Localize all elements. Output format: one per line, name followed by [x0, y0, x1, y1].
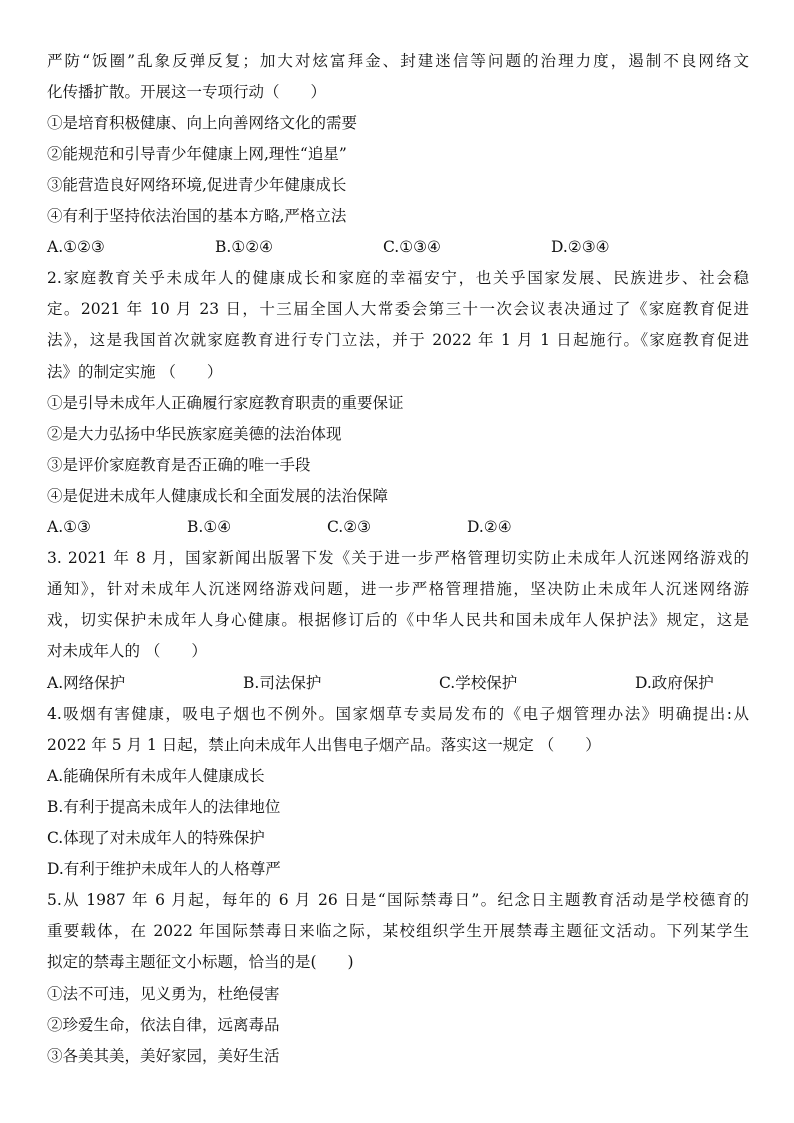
q5-statement-3: ③各美其美，美好家园，美好生活 — [47, 1047, 280, 1065]
q2-stem-line-2: 定。2021 年 10 月 23 日，十三届全国人大常委会第三十一次会议表决通过了《家庭教育促进 — [47, 300, 749, 318]
q4-choice-c[interactable]: C.体现了对未成年人的特殊保护 — [47, 829, 265, 847]
q0-statement-4: ④有利于坚持依法治国的基本方略,严格立法 — [47, 207, 347, 225]
q0-stem-line-2: 化传播扩散。开展这一专项行动（ ） — [47, 83, 327, 101]
q2-option-b[interactable]: B.①④ — [187, 518, 232, 536]
q3-option-a[interactable]: A.网络保护 — [47, 674, 126, 692]
q3-stem-line-4: 对未成年人的 （ ） — [47, 642, 207, 660]
q0-option-c[interactable]: C.①③④ — [383, 238, 441, 256]
q0-option-d[interactable]: D.②③④ — [551, 238, 610, 256]
q2-statement-4: ④是促进未成年人健康成长和全面发展的法治保障 — [47, 487, 389, 505]
q0-stem-line-1: 严防“饭圈”乱象反弹反复；加大对炫富拜金、封建迷信等问题的治理力度，遏制不良网络文 — [47, 52, 749, 70]
q4-choice-b[interactable]: B.有利于提高未成年人的法律地位 — [47, 798, 281, 816]
q0-statement-1: ①是培育积极健康、向上向善网络文化的需要 — [47, 114, 358, 132]
q0-statement-3: ③能营造良好网络环境,促进青少年健康成长 — [47, 176, 347, 194]
q2-statement-1: ①是引导未成年人正确履行家庭教育职责的重要保证 — [47, 394, 404, 412]
q3-stem-line-3: 戏，切实保护未成年人身心健康。根据修订后的《中华人民共和国未成年人保护法》规定，这是 — [47, 611, 749, 629]
q2-statement-3: ③是评价家庭教育是否正确的唯一手段 — [47, 456, 311, 474]
q4-stem-line-1: 4.吸烟有害健康，吸电子烟也不例外。国家烟草专卖局发布的《电子烟管理办法》明确提出:从 — [47, 705, 749, 723]
q2-stem-line-3: 法》，这是我国首次就家庭教育进行专门立法，并于 2022 年 1 月 1 日起施行。《家庭教育促进 — [47, 331, 749, 349]
q0-option-b[interactable]: B.①②④ — [215, 238, 274, 256]
q2-option-d[interactable]: D.②④ — [467, 518, 512, 536]
q3-stem-line-2: 通知》，针对未成年人沉迷网络游戏问题，进一步严格管理措施，坚决防止未成年人沉迷网络游 — [47, 580, 749, 598]
q4-choice-d[interactable]: D.有利于维护未成年人的人格尊严 — [47, 860, 281, 878]
q3-option-b[interactable]: B.司法保护 — [243, 674, 322, 692]
q3-option-c[interactable]: C.学校保护 — [439, 674, 518, 692]
q3-stem-line-1: 3. 2021 年 8 月，国家新闻出版署下发《关于进一步严格管理切实防止未成年人沉迷网络游戏的 — [47, 549, 749, 567]
q2-option-c[interactable]: C.②③ — [327, 518, 372, 536]
q5-stem-line-1: 5.从 1987 年 6 月起，每年的 6 月 26 日是“国际禁毒日”。纪念日主题教育活动是学校德育的 — [47, 891, 749, 909]
q0-option-a[interactable]: A.①②③ — [47, 238, 105, 256]
q4-stem-line-2: 2022 年 5 月 1 日起，禁止向未成年人出售电子烟产品。落实这一规定 （ ） — [47, 736, 601, 754]
q5-stem-line-3: 拟定的禁毒主题征文小标题，恰当的是( ) — [47, 953, 354, 971]
q5-stem-line-2: 重要载体，在 2022 年国际禁毒日来临之际，某校组织学生开展禁毒主题征文活动。下列某学生 — [47, 922, 749, 940]
q0-statement-2: ②能规范和引导青少年健康上网,理性“追星” — [47, 145, 347, 163]
q2-stem-line-1: 2.家庭教育关乎未成年人的健康成长和家庭的幸福安宁，也关乎国家发展、民族进步、社会稳 — [47, 269, 749, 287]
q2-statement-2: ②是大力弘扬中华民族家庭美德的法治体现 — [47, 425, 342, 443]
q2-stem-line-4: 法》的制定实施 （ ） — [47, 363, 223, 381]
q5-statement-2: ②珍爱生命，依法自律，远离毒品 — [47, 1016, 280, 1034]
q3-option-d[interactable]: D.政府保护 — [635, 674, 714, 692]
q4-choice-a[interactable]: A.能确保所有未成年人健康成长 — [47, 767, 265, 785]
q5-statement-1: ①法不可违，见义勇为，杜绝侵害 — [47, 985, 280, 1003]
q2-option-a[interactable]: A.①③ — [47, 518, 91, 536]
